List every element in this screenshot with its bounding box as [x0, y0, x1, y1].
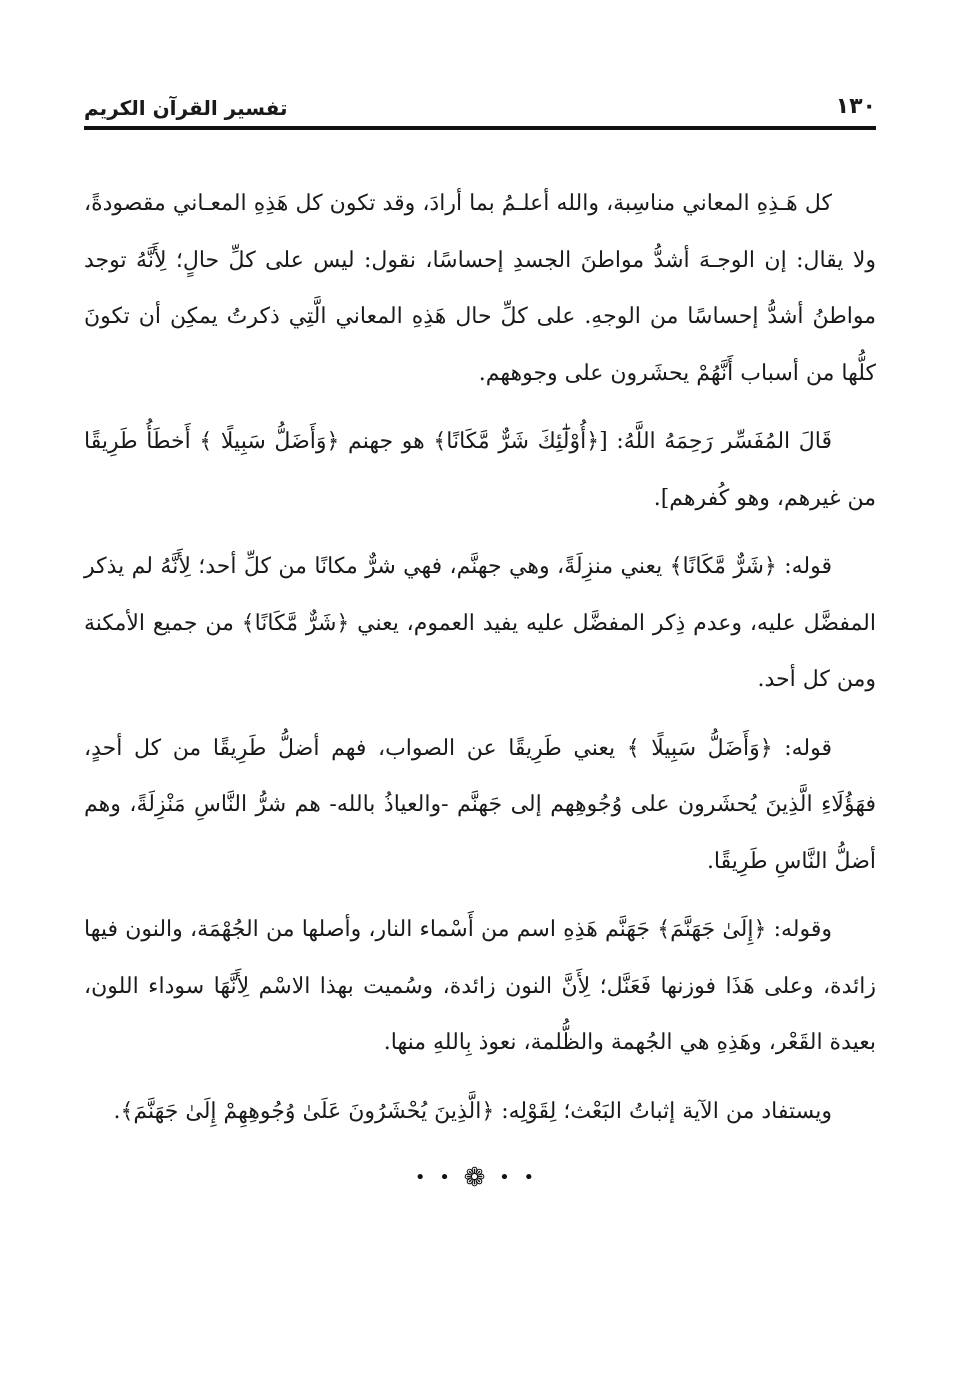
book-title: تفسير القرآن الكريم — [84, 96, 288, 120]
paragraph-3: قوله: ﴿شَرٌّ مَّكَانًا﴾ يعني منزِلَةً، وهي جهنَّم، فهي شرٌّ مكانًا من كلِّ أحد؛ لِأَنَّهُ لم يذكر المفضَّل عليه، وعدم ذِكر المفضَّل عليه يفيد العموم، يعني ﴿شَرٌّ مَّكَانًا﴾ من جميع الأمكنة ومن كل أحد. — [84, 554, 876, 692]
paragraph-1: كل هَـذِهِ المعاني مناسِبة، والله أعلـمُ بما أرادَ، وقد تكون كل هَذِهِ المعـاني مقصودةً، ولا يقال: إن الوجـهَ أشدُّ مواطنَ الجسدِ إحساسًا، نقول: ليس على كلِّ حالٍ؛ لِأَنَّهُ توجد مواطنُ أشدُّ إحساسًا من الوجهِ. على كلِّ حال هَذِهِ المعاني الَّتِي ذكرتُ يمكِن أن تكونَ كلُّها من أسباب أَنَّهُمْ يحشَرون على وجوههم. — [84, 191, 876, 386]
page-body — [84, 176, 876, 1152]
paragraph-5: وقوله: ﴿إِلَىٰ جَهَنَّمَ﴾ جَهَنَّم هَذِهِ اسم من أَسْماء النار، وأصلها من الجُهْمَة، والنون فيها زائدة، وعلى هَذَا فوزنها فَعَنَّل؛ لِأَنَّ النون زائدة، وسُميت بهذا الاسْم لِأَنَّهَا سوداء اللون، بعيدة القَعْر، وهَذِهِ هي الجُهمة والظُّلمة، نعوذ بِاللهِ منها. — [84, 917, 876, 1055]
ornament-dots-right: • • — [499, 1167, 539, 1188]
page-number: ١٣٠ — [835, 94, 876, 119]
ornament-dots-left: • • — [414, 1167, 454, 1188]
paragraph-2: قَالَ المُفَسِّر رَحِمَهُ اللَّهُ: [﴿أُوْلَٰٓئِكَ شَرٌّ مَّكَانًا﴾ هو جهنم ﴿وَأَضَلُّ سَبِيلًا ﴾ أَخطَأُ طَرِيقًا من غيرهم، وهو كُفرهم]. — [84, 429, 876, 511]
header-divider — [84, 126, 876, 130]
paragraph-6: ويستفاد من الآية إثباتُ البَعْث؛ لِقَوْلِه: ﴿الَّذِينَ يُحْشَرُونَ عَلَىٰ وُجُوهِهِمْ إِلَىٰ جَهَنَّمَ﴾. — [113, 1098, 832, 1124]
section-end-ornament — [0, 1163, 953, 1193]
page-header — [84, 94, 876, 124]
paragraph-4: قوله: ﴿وَأَضَلُّ سَبِيلًا ﴾ يعني طَرِيقًا عن الصواب، فهم أضلُّ طَرِيقًا من كل أحدٍ، فهَؤُلَاءِ الَّذِينَ يُحشَرون على وُجُوهِهم إلى جَهنَّم -والعياذُ بالله- هم شرُّ النَّاسِ مَنْزِلَةً، وهم أضلُّ النَّاسِ طَرِيقًا. — [84, 735, 876, 874]
flower-ornament-icon: ❁ — [463, 1163, 490, 1193]
